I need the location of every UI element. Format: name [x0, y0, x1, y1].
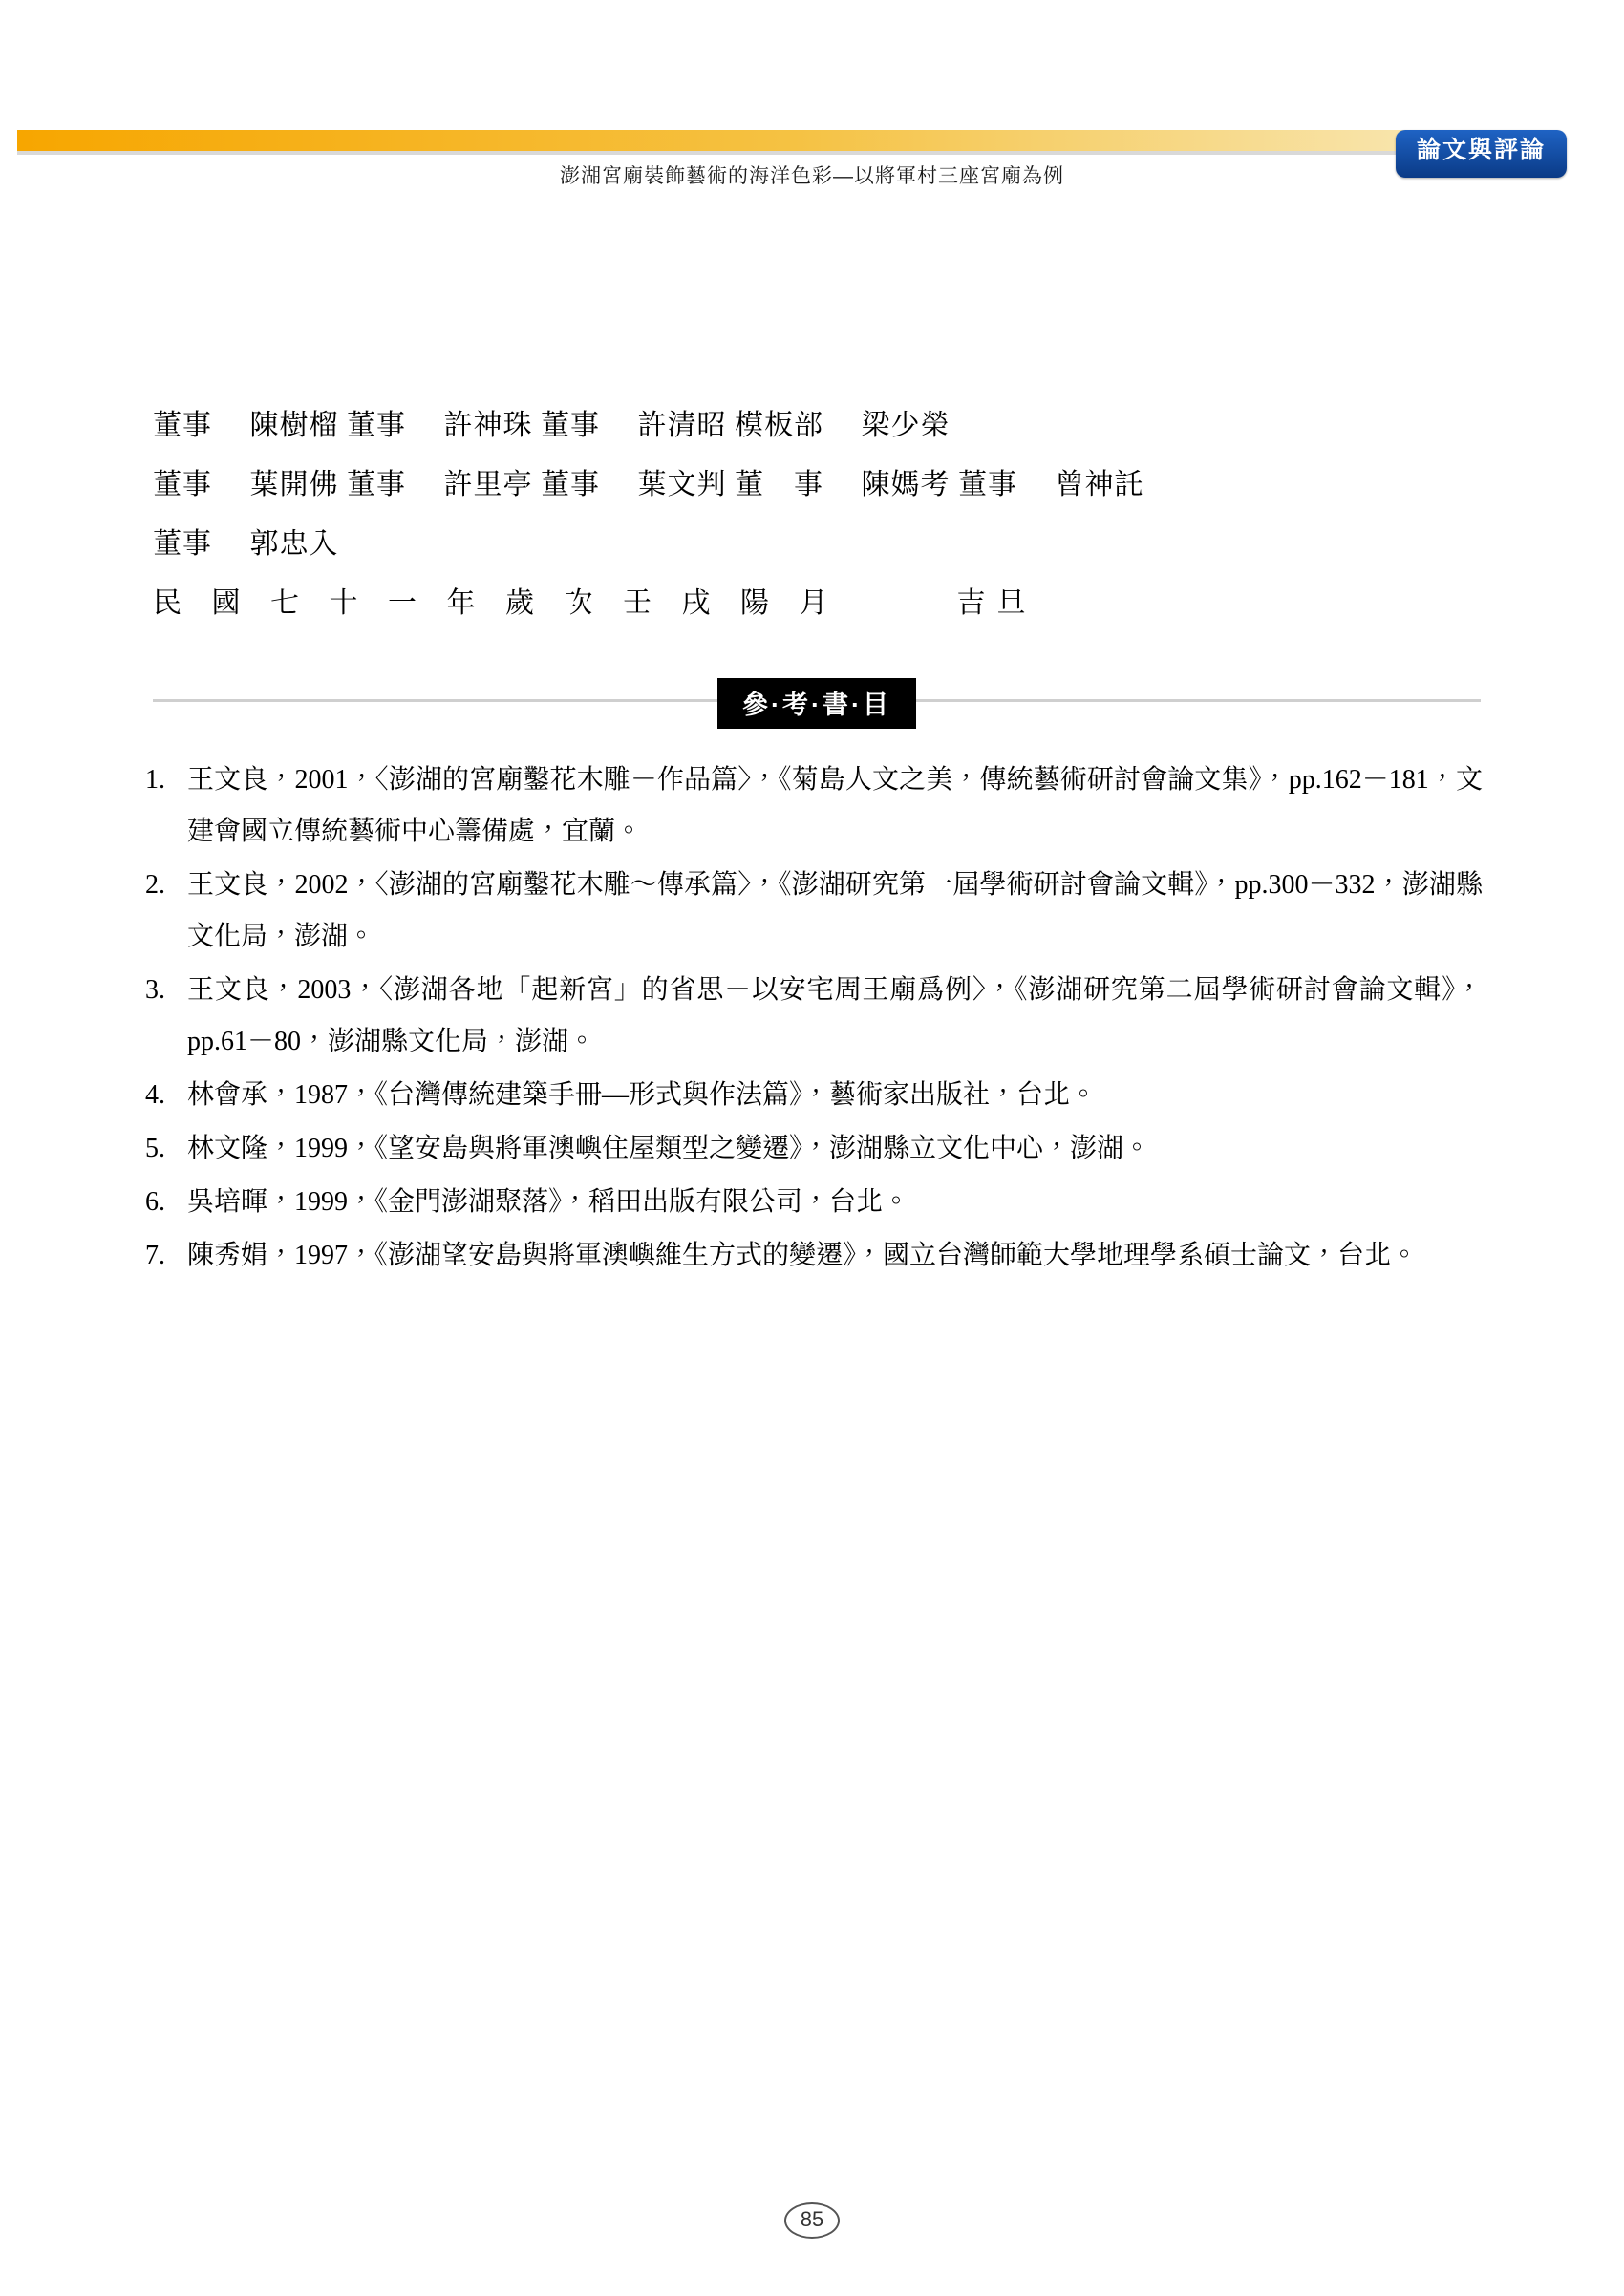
page-number: 85	[784, 2202, 840, 2239]
references-section-header	[153, 678, 1481, 722]
page-header	[0, 122, 1624, 187]
reference-text: 林文隆，1999，《望安島與將軍澳嶼住屋類型之變遷》，澎湖縣立文化中心，澎湖。	[187, 1134, 1151, 1163]
reference-number: 4.	[145, 1080, 165, 1110]
roster-block	[153, 396, 1481, 633]
reference-number: 2.	[145, 870, 165, 900]
list-item	[145, 965, 1483, 1068]
header-accent-underline	[17, 151, 1431, 155]
list-item	[145, 860, 1483, 963]
roster-line-2: 董事 葉開佛 董事 許里亭 董事 葉文判 董 事 陳媽考 董事 曾神託	[153, 469, 1144, 500]
roster-date-line: 民 國 七 十 一 年 歲 次 壬 戌 陽 月 吉旦	[153, 587, 1037, 619]
reference-number: 3.	[145, 975, 165, 1005]
list-item	[145, 1177, 1483, 1228]
reference-number: 6.	[145, 1187, 165, 1217]
section-tag-badge: 論文與評論	[1396, 130, 1567, 178]
reference-number: 5.	[145, 1134, 165, 1163]
page-footer	[0, 2202, 1624, 2239]
reference-text: 王文良，2002，〈澎湖的宮廟鑿花木雕～傳承篇〉，《澎湖研究第一屆學術研討會論文輯》，pp.300－332，澎湖縣文化局，澎湖。	[187, 870, 1483, 951]
reference-text: 王文良，2001，〈澎湖的宮廟鑿花木雕－作品篇〉，《菊島人文之美，傳統藝術研討會論文集》，pp.162－181，文建會國立傳統藝術中心籌備處，宜蘭。	[187, 765, 1483, 846]
reference-number: 1.	[145, 765, 165, 795]
running-title: 澎湖宮廟裝飾藝術的海洋色彩—以將軍村三座宮廟為例	[560, 165, 1064, 187]
header-accent-bar	[17, 130, 1431, 151]
list-item	[145, 1070, 1483, 1121]
list-item	[145, 755, 1483, 858]
list-item	[145, 1230, 1483, 1282]
reference-list	[145, 755, 1483, 1284]
reference-text: 林會承，1987，《台灣傳統建築手冊—形式與作法篇》，藝術家出版社，台北。	[187, 1080, 1098, 1110]
roster-line-1: 董事 陳樹榴 董事 許神珠 董事 許清昭 模板部 梁少榮	[153, 410, 951, 441]
reference-text: 王文良，2003，〈澎湖各地「起新宮」的省思－以安宅周王廟爲例〉，《澎湖研究第二屆學術研討會論文輯》，pp.61－80，澎湖縣文化局，澎湖。	[187, 975, 1483, 1056]
list-item	[145, 1123, 1483, 1175]
section-title: 參·考·書·目	[717, 678, 916, 729]
roster-line-3: 董事 郭忠入	[153, 528, 339, 560]
reference-number: 7.	[145, 1241, 165, 1270]
reference-text: 陳秀娟，1997，《澎湖望安島與將軍澳嶼維生方式的變遷》，國立台灣師範大學地理學系碩士論文，台北。	[187, 1241, 1419, 1270]
reference-text: 吳培暉，1999，《金門澎湖聚落》，稻田出版有限公司，台北。	[187, 1187, 910, 1217]
